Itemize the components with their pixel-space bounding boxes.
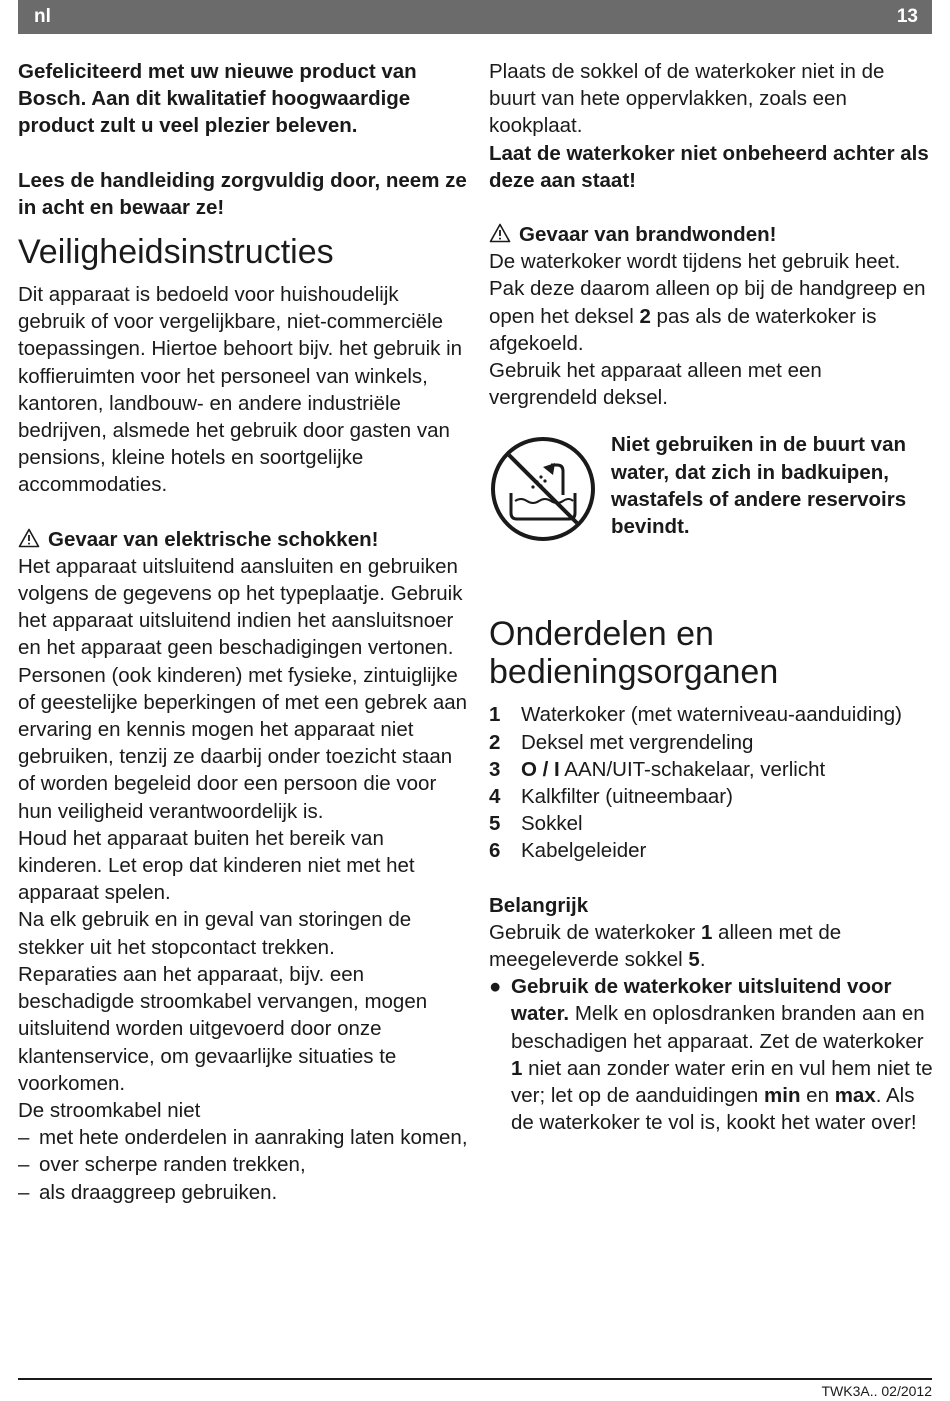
important-heading: Belangrijk (489, 893, 589, 917)
part-reference: 1 (700, 920, 713, 944)
dash-marker: – (18, 1126, 30, 1150)
right-column (489, 58, 934, 1136)
bullet-bold-text: Gebruik de waterkoker uitsluitend voor water. (511, 975, 892, 1026)
list-item-text: met hete onderdelen in aanraking laten komen, (39, 1126, 468, 1150)
paragraph-persons: Personen (ook kinderen) met fysieke, zintuiglijke of geestelijke beperkingen of met een gebrek aan ervaring en kennis mogen het apparaat niet gebruiken, tenzij ze daarbij onder toezicht staan of worden begeleid door een persoon die voor hun veiligheid verantwoordelijk is. (18, 663, 468, 823)
list-item (489, 701, 934, 728)
cable-dash-list (18, 1124, 468, 1206)
parts-title: Onderdelen en bedieningsorganen (489, 615, 779, 692)
water-warning-block (489, 435, 934, 545)
important-text-part: Gebruik de waterkoker (489, 920, 701, 944)
part-number: 4 (489, 785, 501, 809)
list-item (489, 729, 934, 756)
part-reference: 2 (639, 304, 651, 328)
important-paragraph (489, 919, 934, 973)
burn-paragraph (489, 248, 934, 357)
burn-text-part: De waterkoker wordt tijdens het gebruik heet. Pak deze daarom alleen op bij de handgreep en open het deksel (489, 250, 926, 328)
bullet-text-part: en (800, 1084, 835, 1108)
max-marker: max (834, 1084, 876, 1108)
warning-triangle-icon (18, 528, 40, 548)
paragraph-unplug: Na elk gebruik en in geval van storingen de stekker uit het stopcontact trekken. (18, 908, 412, 959)
page-header (18, 0, 932, 34)
burn-warning-text: Gevaar van brandwonden! (519, 223, 777, 247)
part-number: 5 (489, 812, 501, 836)
list-item (489, 783, 934, 810)
unattended-warning: Laat de waterkoker niet onbeheerd achter als deze aan staat! (489, 141, 929, 192)
part-label: Deksel met vergrendeling (521, 730, 754, 754)
warning-triangle-icon (489, 223, 511, 243)
paragraph-connection: Het apparaat uitsluitend aansluiten en gebruiken volgens de gegevens op het typeplaatje. Gebruik het apparaat uitsluitend indien het aansluitsnoer en het apparaat geen beschadigingen vertonen. (18, 554, 463, 660)
list-item-text: over scherpe randen trekken, (39, 1153, 306, 1177)
part-label-text: AAN/UIT-schakelaar, verlicht (559, 757, 826, 781)
part-label: Waterkoker (met waterniveau-aanduiding) (521, 703, 902, 727)
part-number: 3 (489, 757, 501, 781)
parts-list (489, 701, 934, 864)
dash-marker: – (18, 1180, 30, 1204)
footer-model-date: TWK3A.. 02/2012 (821, 1383, 932, 1399)
burn-warning (489, 221, 934, 248)
important-text-part: alleen met de meegeleverde sokkel (489, 920, 842, 972)
list-item (489, 810, 934, 837)
min-marker: min (764, 1084, 801, 1108)
locked-lid-paragraph: Gebruik het apparaat alleen met een vergrendeld deksel. (489, 359, 822, 410)
list-item (18, 1151, 468, 1178)
important-text-part: . (699, 948, 706, 972)
water-only-bullet (489, 973, 934, 1136)
footer-divider (18, 1378, 932, 1380)
dash-marker: – (18, 1153, 30, 1177)
part-label: Sokkel (521, 812, 583, 836)
paragraph-children: Houd het apparaat buiten het bereik van kinderen. Let erop dat kinderen niet met het apparaat spelen. (18, 826, 415, 905)
bullet-text-part: Melk en oplosdranken branden aan en beschadigen het apparaat. Zet de waterkoker (511, 1002, 925, 1053)
list-item (489, 756, 934, 783)
bullet-text-part: niet aan zonder water erin en vul hem niet te ver; let op de aanduidingen (511, 1056, 933, 1108)
left-column (18, 58, 468, 1206)
list-item-text: als draaggreep gebruiken. (39, 1180, 278, 1204)
bullet-text-part: . Als de waterkoker te vol is, kookt het water over! (511, 1084, 917, 1135)
page-number: 13 (896, 6, 918, 27)
intro-congrats: Gefeliciteerd met uw nieuwe product van Bosch. Aan dit kwalitatief hoogwaardige product zult u veel plezier beleven. (18, 60, 417, 138)
part-number: 2 (489, 730, 501, 754)
list-item (18, 1179, 468, 1206)
part-number: 6 (489, 839, 501, 863)
paragraph-repairs: Reparaties aan het apparaat, bijv. een beschadigde stroomkabel vervangen, mogen uitsluitend worden uitgevoerd door onze klantenservice, om gevaarlijke situaties te voorkomen. (18, 962, 428, 1095)
safety-title: Veiligheidsinstructies (18, 233, 334, 272)
placement-paragraph: Plaats de sokkel of de waterkoker niet in de buurt van hete oppervlakken, zoals een kookplaat. (489, 60, 885, 138)
list-item (489, 837, 934, 864)
cable-intro: De stroomkabel niet (18, 1098, 201, 1122)
safety-intro: Dit apparaat is bedoeld voor huishoudelijk gebruik of voor vergelijkbare, niet-commerciële toepassingen. Hiertoe behoort bijv. het gebruik in koffieruimten voor het personeel van winkels, kantoren, landbouw- en andere industriële bedrijven, alsmede het gebruik door gasten van pensions, kleine hotels en soortgelijke accommodaties. (18, 283, 463, 497)
electric-shock-warning-text: Gevaar van elektrische schokken! (48, 527, 379, 551)
part-reference: 1 (511, 1056, 523, 1080)
bullet-marker: ● (489, 975, 502, 999)
list-item (18, 1124, 468, 1151)
language-code: nl (34, 6, 51, 27)
part-label: Kabelgeleider (521, 839, 647, 863)
part-reference: 5 (688, 948, 700, 972)
part-label: Kalkfilter (uitneembaar) (521, 785, 733, 809)
electric-shock-warning (18, 526, 468, 553)
water-warning-text: Niet gebruiken in de buurt van water, dat zich in badkuipen, wastafels of andere reservoirs bevindt. (611, 433, 907, 539)
intro-read-manual: Lees de handleiding zorgvuldig door, neem ze in acht en bewaar ze! (18, 168, 467, 219)
part-number: 1 (489, 703, 501, 727)
burn-text-part: pas als de waterkoker is afgekoeld. (489, 304, 877, 355)
part-label (521, 756, 934, 783)
no-water-prohibition-icon (489, 435, 597, 543)
switch-symbol: O / I (521, 757, 560, 781)
